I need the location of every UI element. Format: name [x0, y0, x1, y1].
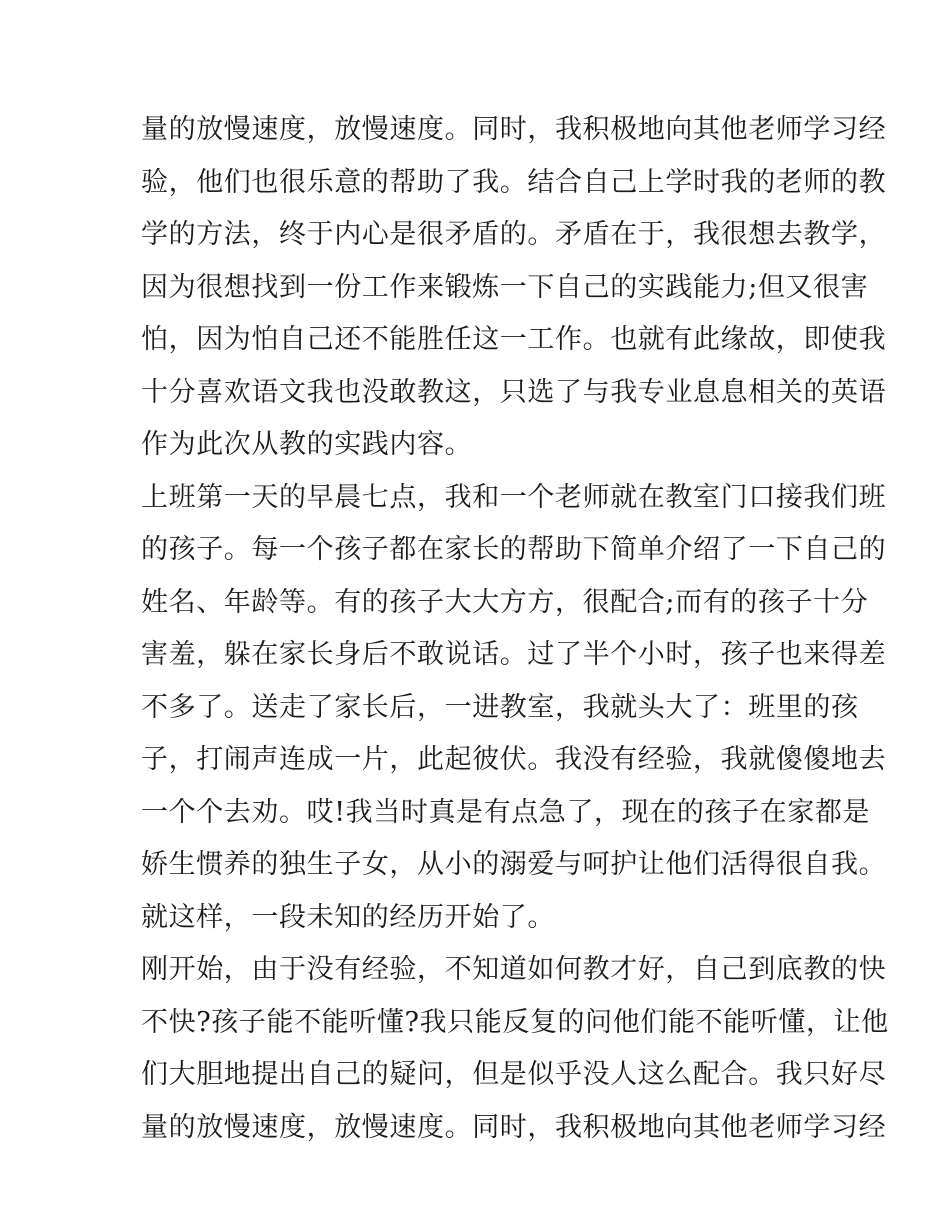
text-line: 验，他们也很乐意的帮助了我。结合自己上学时我的老师的教 — [141, 166, 887, 198]
text-line: 怕，因为怕自己还不能胜任这一工作。也就有此缘故，即使我 — [141, 324, 887, 355]
text-line: 娇生惯养的独生子女，从小的溺爱与呵护让他们活得很自我。 — [141, 849, 887, 880]
text-line: 的孩子。每一个孩子都在家长的帮助下简单介绍了一下自己的 — [141, 534, 887, 565]
text-line: 上班第一天的早晨七点，我和一个老师就在教室门口接我们班 — [141, 481, 887, 513]
text-line: 学的方法，终于内心是很矛盾的。矛盾在于，我很想去教学， — [141, 219, 887, 250]
text-line: 十分喜欢语文我也没敢教这，只选了与我专业息息相关的英语 — [141, 376, 887, 408]
text-line: 不多了。送走了家长后，一进教室，我就头大了：班里的孩 — [141, 691, 859, 723]
body-text — [141, 104, 889, 1154]
text-line: 作为此次从教的实践内容。 — [141, 429, 473, 460]
text-line: 子，打闹声连成一片，此起彼伏。我没有经验，我就傻傻地去 — [141, 744, 887, 775]
text-line: 就这样，一段未知的经历开始了。 — [141, 901, 555, 933]
text-line: 量的放慢速度，放慢速度。同时，我积极地向其他老师学习经 — [141, 1111, 887, 1143]
text-line: 量的放慢速度，放慢速度。同时，我积极地向其他老师学习经 — [141, 114, 887, 145]
text-line: 们大胆地提出自己的疑问，但是似乎没人这么配合。我只好尽 — [141, 1059, 887, 1090]
text-line: 姓名、年龄等。有的孩子大大方方，很配合;而有的孩子十分 — [141, 586, 869, 618]
text-line: 因为很想找到一份工作来锻炼一下自己的实践能力;但又很害 — [141, 271, 869, 303]
text-line: 害羞，躲在家长身后不敢说话。过了半个小时，孩子也来得差 — [141, 639, 887, 670]
text-line: 一个个去劝。哎!我当时真是有点急了，现在的孩子在家都是 — [141, 796, 871, 828]
text-line: 刚开始，由于没有经验，不知道如何教才好，自己到底教的快 — [141, 954, 887, 985]
text-line: 不快?孩子能不能听懂?我只能反复的问他们能不能听懂，让他 — [141, 1006, 889, 1038]
